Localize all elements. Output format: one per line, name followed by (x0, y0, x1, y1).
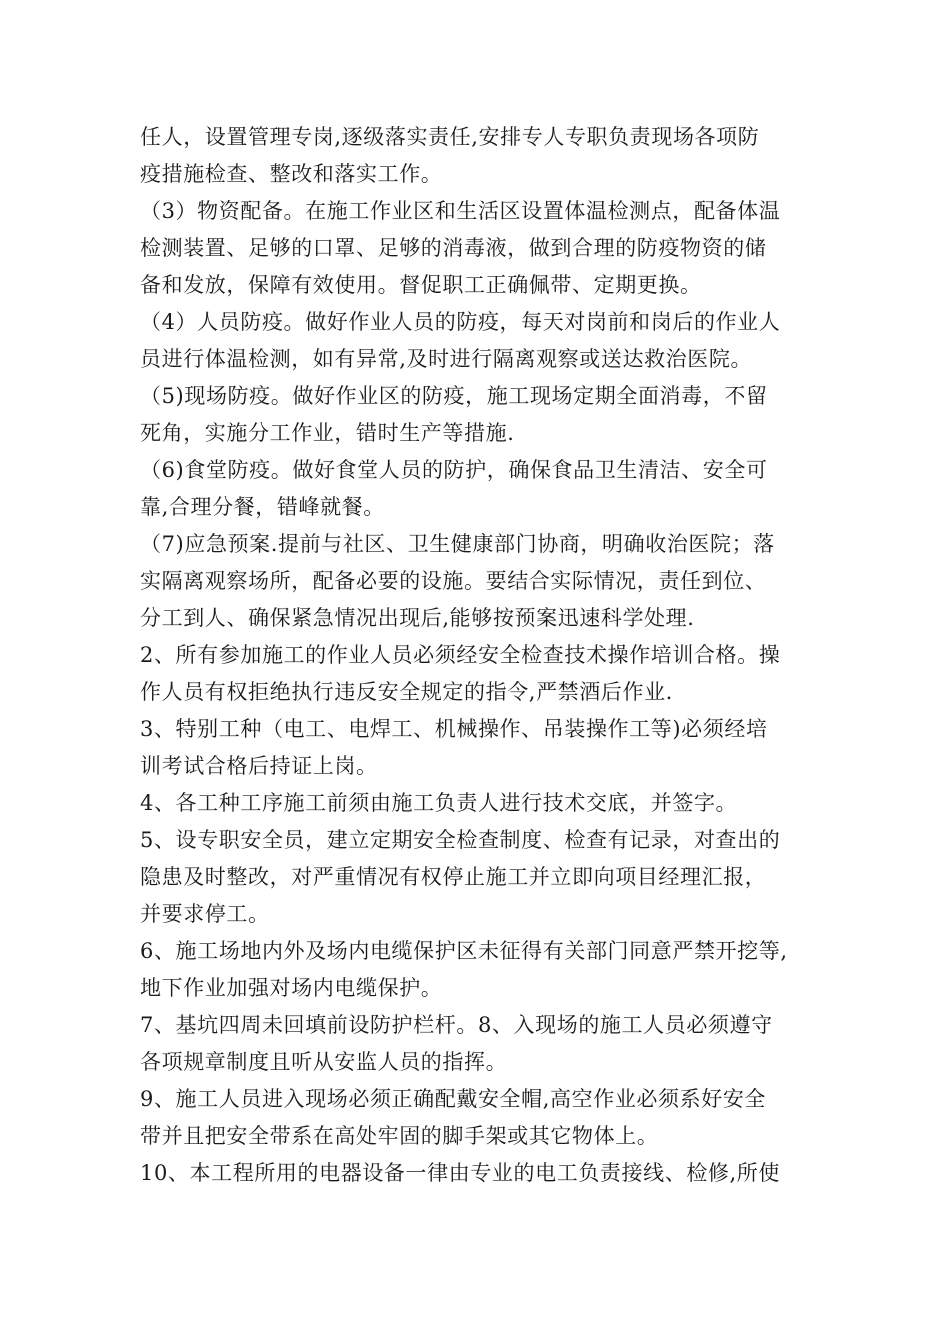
text-line: 实隔离观察场所，配备必要的设施。要结合实际情况，责任到位、 (140, 569, 767, 593)
text-line: 地下作业加强对场内电缆保护。 (140, 976, 443, 1000)
text-line: 训考试合格后持证上岗。 (140, 754, 378, 778)
text-line: （4）人员防疫。做好作业人员的防疫，每天对岗前和岗后的作业人 (140, 310, 781, 334)
text-line: （5)现场防疫。做好作业区的防疫，施工现场定期全面消毒，不留 (140, 384, 768, 408)
text-line: （3）物资配备。在施工作业区和生活区设置体温检测点，配备体温 (140, 199, 781, 223)
document-body (140, 119, 820, 1192)
text-line: 各项规章制度且听从安监人员的指挥。 (140, 1050, 508, 1074)
text-line: 10、本工程所用的电器设备一律由专业的电工负责接线、检修,所使 (140, 1161, 780, 1185)
text-line: 5、设专职安全员，建立定期安全检查制度、检查有记录，对查出的 (140, 828, 781, 852)
text-line: 作人员有权拒绝执行违反安全规定的指令,严禁酒后作业. (140, 680, 673, 704)
text-line: 并要求停工。 (140, 902, 270, 926)
text-line: 员进行体温检测，如有异常,及时进行隔离观察或送达救治医院。 (140, 347, 753, 371)
text-line: 隐患及时整改，对严重情况有权停止施工并立即向项目经理汇报， (140, 865, 767, 889)
text-line: 6、施工场地内外及场内电缆保护区未征得有关部门同意严禁开挖等, (140, 939, 788, 963)
text-line: 检测装置、足够的口罩、足够的消毒液，做到合理的防疫物资的储 (140, 236, 767, 260)
text-line: 靠,合理分餐，错峰就餐。 (140, 495, 385, 519)
text-line: （6)食堂防疫。做好食堂人员的防护，确保食品卫生清洁、安全可 (140, 458, 768, 482)
text-line: 4、各工种工序施工前须由施工负责人进行技术交底，并签字。 (140, 791, 738, 815)
text-line: 带并且把安全带系在高处牢固的脚手架或其它物体上。 (140, 1124, 659, 1148)
text-line: 备和发放，保障有效使用。督促职工正确佩带、定期更换。 (140, 273, 702, 297)
text-line: 死角，实施分工作业，错时生产等措施. (140, 421, 515, 445)
text-line: 3、特别工种（电工、电焊工、机械操作、吊装操作工等)必须经培 (140, 717, 768, 741)
text-line: 9、施工人员进入现场必须正确配戴安全帽,高空作业必须系好安全 (140, 1087, 767, 1111)
text-line: 疫措施检查、整改和落实工作。 (140, 162, 443, 186)
text-line: 7、基坑四周未回填前设防护栏杆。8、入现场的施工人员必须遵守 (140, 1013, 773, 1037)
text-line: 分工到人、确保紧急情况出现后,能够按预案迅速科学处理. (140, 606, 695, 630)
text-line: （7)应急预案.提前与社区、卫生健康部门协商，明确收治医院；落 (140, 532, 775, 556)
text-line: 任人，设置管理专岗,逐级落实责任,安排专人专职负责现场各项防 (140, 125, 760, 149)
text-line: 2、所有参加施工的作业人员必须经安全检查技术操作培训合格。操 (140, 643, 781, 667)
